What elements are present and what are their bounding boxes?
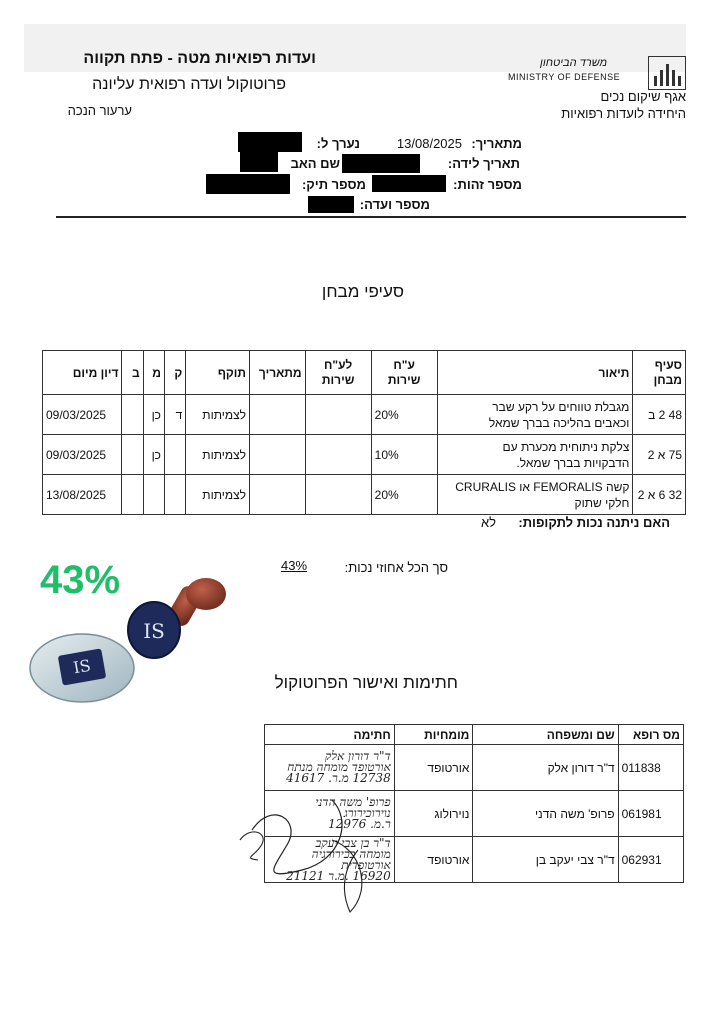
from-date-value: 13/08/2025 (396, 136, 462, 151)
signature-scribbles (232, 740, 402, 920)
row-specialty: נוירולוג (394, 791, 473, 837)
table-row (43, 435, 686, 475)
committee-number-label: מספר ועדה: (359, 197, 430, 212)
row-description: צלקת ניתוחית מכערת עם הדבקויות בברך שמאל. (437, 435, 633, 475)
row-from-date (250, 395, 306, 435)
committee-line-1: ועדות רפואיות מטה - פתח תקווה (83, 50, 316, 67)
row-k (164, 435, 185, 475)
row-description: מגבלת טווחים על רקע שבר וכאבים בהליכה בברך שמאל (437, 395, 633, 435)
row-specialty: אורטופד (394, 837, 473, 883)
ministry-name-en: MINISTRY OF DEFENSE (508, 72, 621, 82)
redaction-file-number (206, 174, 290, 194)
row-service-pct: 10% (371, 435, 437, 475)
file-number-label: מספר תיק: (301, 177, 366, 192)
header-divider (56, 216, 686, 218)
table-row (43, 395, 686, 435)
total-disability-label: סך הכל אחוזי נכות: (344, 560, 448, 575)
header-hearing-date: דיון מיום (43, 351, 122, 395)
row-clause: 75 א 2 (633, 435, 686, 475)
redaction-father-name (240, 152, 278, 172)
row-b (122, 475, 143, 515)
redaction-held-for (238, 132, 302, 152)
total-disability-value: 43% (280, 558, 308, 573)
row-non-service (305, 435, 371, 475)
row-m (143, 475, 164, 515)
header-non-service: לע"ח שירות (305, 351, 371, 395)
row-service-pct: 20% (371, 475, 437, 515)
row-non-service (305, 475, 371, 515)
stamp-illustration (24, 568, 228, 708)
row-validity: לצמיתות (186, 475, 250, 515)
row-clause: 48 2 ב (633, 395, 686, 435)
from-date-label: מתאריך: (471, 136, 522, 151)
header-service-pct: ע"ח שירות (371, 351, 437, 395)
header-specialty: מומחיות (394, 725, 473, 745)
header-signature: חתימה (265, 725, 395, 745)
row-hearing-date: 09/03/2025 (43, 395, 122, 435)
row-b (122, 395, 143, 435)
overlay-percentage: 43% (40, 558, 121, 602)
row-service-pct: 20% (371, 395, 437, 435)
row-from-date (250, 475, 306, 515)
row-signature-handwriting: פרופ' משה הדני נוירוכירורג ר.מ. 12976 (265, 791, 395, 837)
header-from-date: מתאריך (250, 351, 306, 395)
unit-name: היחידה לועדות רפואיות (561, 106, 686, 121)
header-license: מס רופא (618, 725, 683, 745)
exam-table-header (43, 351, 686, 395)
row-clause: 32 6 א 2 (633, 475, 686, 515)
row-license: 061981 (618, 791, 683, 837)
committee-line-2: פרוטוקול ועדה רפואית עליונה (92, 76, 286, 93)
row-validity: לצמיתות (186, 435, 250, 475)
row-m: כן (143, 435, 164, 475)
header-clause: סעיף מבחן (633, 351, 686, 395)
period-question: האם ניתנה נכות לתקופות: (518, 515, 670, 530)
row-description: קשה FEMORALIS או CRURALIS חלקי שתוק (437, 475, 633, 515)
stamp-impression (30, 634, 134, 702)
department-name: אגף שיקום נכים (600, 89, 686, 104)
signature-scribble-3 (332, 840, 362, 912)
signature-scribble-2 (240, 832, 263, 860)
header-description: תיאור (437, 351, 633, 395)
row-hearing-date: 09/03/2025 (43, 435, 122, 475)
redaction-id-number (372, 175, 446, 192)
exam-section-title: סעיפי מבחן (321, 282, 404, 301)
table-row (43, 475, 686, 515)
row-signature-handwriting: ד"ר בן צבי יעקב מומחה בכירורגיה אורטופדית 16920 .מ.ר 21121 (265, 837, 395, 883)
header-validity: תוקף (186, 351, 250, 395)
rubber-stamp-icon (128, 578, 226, 658)
row-license: 062931 (618, 837, 683, 883)
signatures-title: חתימות ואישור הפרוטוקול (274, 673, 458, 692)
row-specialty: אורטופד (394, 745, 473, 791)
row-b (122, 435, 143, 475)
row-hearing-date: 13/08/2025 (43, 475, 122, 515)
row-validity: לצמיתות (186, 395, 250, 435)
appeal-type: ערעור הנכה (67, 103, 132, 118)
row-signature-handwriting: ד"ר דורון אלק אורטופד מומחה מנתח 12738 מ.ר. 41617 (265, 745, 395, 791)
row-from-date (250, 435, 306, 475)
row-license: 011838 (618, 745, 683, 791)
row-non-service (305, 395, 371, 435)
birth-date-label: תאריך לידה: (447, 156, 520, 171)
ministry-logo-icon (648, 56, 686, 90)
row-m: כן (143, 395, 164, 435)
header-m: מ (143, 351, 164, 395)
signature-scribble-1 (252, 800, 342, 874)
father-name-label: שם האב (290, 156, 340, 171)
period-answer: לא (480, 515, 496, 530)
header-b: ב (122, 351, 143, 395)
redaction-birth-date (342, 154, 420, 173)
held-for-label: נערך ל: (316, 136, 360, 151)
stamp-impression-text: IS (71, 655, 93, 678)
stamp-handle-text: IS (143, 619, 165, 643)
exam-table (42, 350, 686, 515)
ministry-name-he: משרד הביטחון (540, 57, 608, 69)
row-doctor-name: ד"ר דורון אלק (473, 745, 618, 791)
id-number-label: מספר זהות: (453, 177, 522, 192)
row-doctor-name: ד"ר צבי יעקב בן (473, 837, 618, 883)
row-doctor-name: פרופ' משה הדני (473, 791, 618, 837)
row-k: ד (164, 395, 185, 435)
header-name: שם ומשפחה (473, 725, 618, 745)
redaction-committee-number (308, 196, 354, 213)
header-k: ק (164, 351, 185, 395)
row-k (164, 475, 185, 515)
